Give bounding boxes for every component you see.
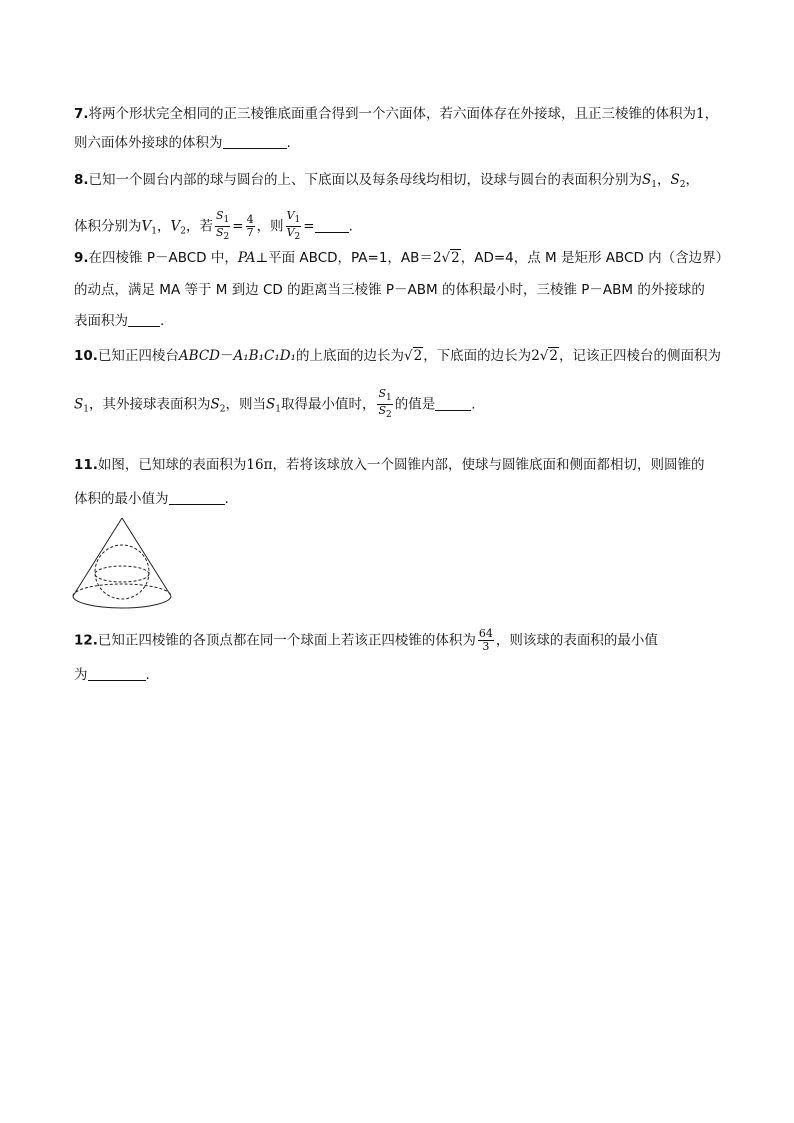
q10-frac-den-sub: 2 [386, 410, 392, 420]
q8-s1: S [642, 172, 652, 188]
q10-frac-num-sub: 1 [386, 393, 392, 403]
q9-number: 9. [74, 250, 89, 266]
q10-s1-b: S [265, 396, 276, 413]
q10-line-2 [74, 388, 476, 421]
q11-period: . [224, 491, 229, 507]
q9-line-1 [74, 248, 729, 268]
q12-frac-num: 64 [478, 627, 493, 640]
q8-frac-v-num: V [286, 209, 295, 222]
q8-equals: = [232, 218, 244, 235]
q7-line-2 [74, 133, 291, 153]
q8-s2-sub: 2 [679, 180, 686, 190]
q7-comma: ， [704, 106, 719, 122]
q7-line-1 [74, 104, 718, 124]
q8-frac-v-den: V [286, 226, 295, 239]
q11-line-1 [74, 455, 704, 475]
q10-text-1c: ，下底面的边长为 [423, 348, 532, 364]
q10-answer-blank[interactable] [435, 396, 471, 411]
q9-text-1c: ，AD=4，点 M 是矩形 ABCD 内（含边界） [460, 250, 730, 266]
q9-line-3 [74, 311, 164, 331]
q8-sep-2: ， [156, 218, 171, 235]
q8-text-2a: 体积分别为 [74, 218, 142, 235]
q8-text-2c: ，则 [256, 218, 284, 235]
q10-text-1b: 的上底面的边长为 [295, 348, 404, 364]
q7-number: 7. [74, 106, 89, 122]
q10-s2: S [210, 396, 220, 413]
q10-number: 10. [74, 348, 98, 364]
q8-number: 8. [74, 172, 89, 188]
q8-frac-den: 7 [246, 226, 254, 239]
q8-period: . [348, 218, 353, 235]
q10-fraction [377, 388, 392, 421]
q10-text-1d: ，记该正四棱台的侧面积为 [558, 348, 721, 364]
q10-text-2d: 的值是 [394, 396, 436, 413]
q10-line-1 [74, 346, 721, 366]
q9-pa: PA [237, 250, 256, 266]
q8-equals-2: = [303, 218, 315, 235]
q9-text-2: 的动点，满足 MA 等于 M 到边 CD 的距离当三棱锥 P－ABM 的体积最小时，三棱锥 P－ABM 的外接球的 [74, 282, 705, 298]
q8-s1-sub: 1 [651, 180, 658, 190]
q8-frac-s-num: S [215, 209, 224, 222]
q12-fraction [478, 628, 494, 653]
q7-volume: 1 [696, 106, 705, 122]
q9-answer-blank[interactable] [128, 312, 160, 327]
q10-abcd: ABCD [178, 348, 220, 364]
q8-frac-s-den-sub: 2 [223, 232, 230, 242]
q9-line-2 [74, 280, 705, 300]
cone-base-back [73, 584, 171, 596]
cone-sphere-figure [70, 516, 174, 612]
q8-frac-s-num-sub: 1 [223, 215, 230, 225]
q10-s2-sub: 2 [219, 404, 226, 415]
sphere-equator [95, 566, 149, 582]
q11-line-2 [74, 489, 229, 509]
q8-v2-sub: 2 [180, 226, 186, 237]
q8-fraction-v [286, 210, 302, 243]
q9-text-1b: 平面 ABCD，PA=1，AB＝ [268, 250, 433, 266]
q8-text-2b: ，若 [185, 218, 213, 235]
q12-line-1 [74, 628, 658, 653]
q8-v2: V [170, 218, 181, 235]
q10-text-2c: 取得最小值时， [280, 396, 376, 413]
q8-v1: V [141, 218, 152, 235]
q10-coef: 2 [531, 348, 540, 364]
q8-line-2 [74, 210, 353, 243]
q12-number: 12. [74, 632, 98, 649]
q7-period: . [286, 135, 291, 151]
q10-radicand-2: 2 [549, 348, 558, 364]
q10-sqrt-1: √2 [403, 348, 423, 364]
q9-coef: 2 [432, 250, 442, 266]
q8-fraction-s [215, 210, 230, 243]
q10-s1: S [74, 396, 84, 413]
q9-perp: ⊥ [255, 250, 269, 266]
q8-frac-v-den-sub: 2 [294, 232, 301, 242]
q12-text-1b: ，则该球的表面积的最小值 [495, 632, 658, 649]
q8-frac-num: 4 [246, 213, 254, 226]
q7-answer-blank[interactable] [223, 134, 287, 149]
q8-answer-blank[interactable] [315, 218, 349, 233]
q10-text-2b: ，则当 [225, 396, 266, 413]
q10-period: . [471, 396, 476, 413]
q9-text-3: 表面积为 [74, 313, 128, 329]
q11-text-1a: 如图，已知球的表面积为 [97, 457, 247, 473]
sphere-outline [95, 545, 149, 599]
q10-text-1a: 已知正四棱台 [97, 348, 179, 364]
q11-text-1b: ，若将该球放入一个圆锥内部，使球与圆锥底面和侧面都相切，则圆锥的 [272, 457, 705, 473]
q9-sqrt: √2 [441, 250, 460, 266]
q8-frac-s-den: S [215, 226, 224, 239]
q10-a1b1c1d1: A₁B₁C₁D₁ [233, 348, 296, 364]
q10-s1b-sub: 1 [275, 404, 281, 415]
q7-text-2: 则六面体外接球的体积为 [74, 135, 223, 151]
q7-text-1: 将两个形状完全相同的正三棱锥底面重合得到一个六面体，若六面体存在外接球，且正三棱锥的体积为 [88, 106, 697, 122]
q10-s1-sub: 1 [83, 404, 89, 415]
q8-s2: S [670, 172, 680, 188]
q12-line-2 [74, 665, 150, 685]
q8-fraction-value [246, 214, 255, 239]
q11-answer-blank[interactable] [169, 490, 225, 505]
q8-sep: ， [657, 172, 671, 188]
q8-frac-v-num-sub: 1 [294, 215, 301, 225]
q11-number: 11. [74, 457, 98, 473]
q11-area: 16π [246, 457, 273, 473]
q10-dash: － [220, 348, 234, 364]
q8-v1-sub: 1 [151, 226, 157, 237]
q9-period: . [160, 313, 165, 329]
q9-radicand: 2 [451, 250, 460, 266]
q10-frac-den: S [378, 404, 386, 417]
q12-text-1a: 已知正四棱锥的各顶点都在同一个球面上若该正四棱锥的体积为 [97, 632, 476, 649]
q10-sqrt-2: √2 [539, 348, 558, 364]
q10-frac-num: S [378, 387, 386, 400]
q10-text-2a: ，其外接球表面积为 [88, 396, 211, 413]
cone-base-front [73, 596, 171, 608]
q12-frac-den: 3 [482, 640, 490, 653]
q12-answer-blank[interactable] [88, 666, 146, 681]
q8-end1: ， [685, 172, 699, 188]
q11-text-2: 体积的最小值为 [74, 491, 169, 507]
q12-period: . [145, 667, 150, 683]
q12-text-2: 为 [74, 667, 88, 683]
q9-text-1a: 在四棱锥 P－ABCD 中， [88, 250, 238, 266]
q8-text-1: 已知一个圆台内部的球与圆台的上、下底面以及每条母线均相切，设球与圆台的表面积分别为 [88, 172, 643, 188]
q10-radicand-1: 2 [413, 348, 423, 364]
q8-line-1 [74, 170, 699, 195]
